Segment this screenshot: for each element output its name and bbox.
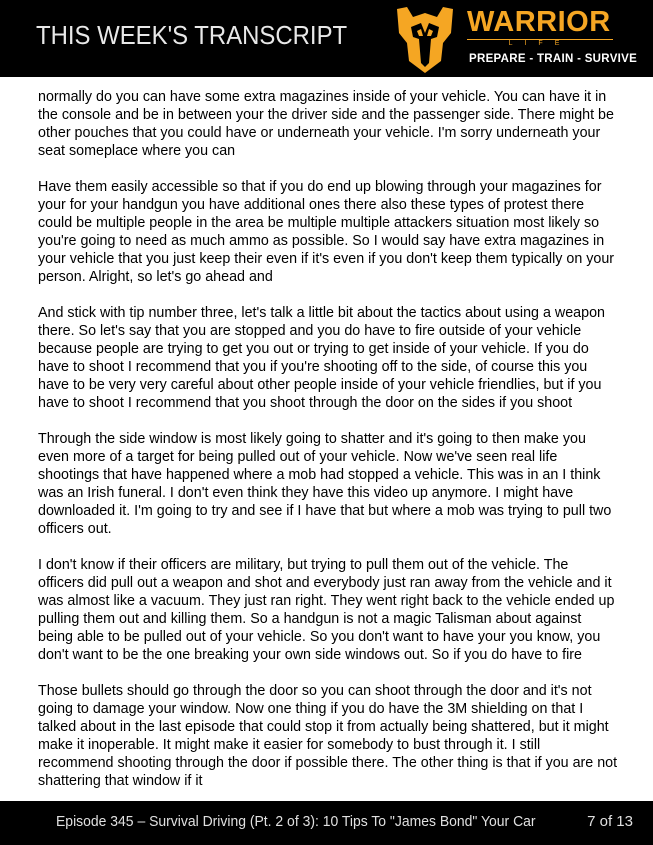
page-footer xyxy=(0,801,653,845)
logo-tagline: PREPARE - TRAIN - SURVIVE xyxy=(469,53,638,65)
transcript-body xyxy=(38,88,618,808)
transcript-paragraph: Through the side window is most likely going to shatter and it's going to then make you even more of a target for being pulled out of your vehicle. Now we've seen real life shootings that have happened where a mob had stopped a vehicle. This was in an I think was an Irish funeral. I don't even think they have this video up anymore. I might have downloaded it. I'm going to try and see if I have that but where a mob was trying to pull two officers out. xyxy=(38,431,612,537)
page-title: THIS WEEK'S TRANSCRIPT xyxy=(36,20,348,50)
transcript-paragraph: I don't know if their officers are military, but trying to pull them out of the vehicle. The officers did pull out a weapon and shot and everybody just ran away from the vehicle and it was almost like a vacuum. They just ran right. They went right back to the vehicle ended up pulling them out and killing them. So a handgun is not a magic Talisman about against being able to be pulled out of your vehicle. So you don't want to have your you know, you don't want to be the one breaking your own side windows out. So if you do have to fire xyxy=(38,557,615,663)
warrior-life-logo xyxy=(393,3,638,75)
page-number: 7 of 13 xyxy=(587,813,633,830)
page-header xyxy=(0,0,653,77)
transcript-paragraph: Have them easily accessible so that if you do end up blowing through your magazines for your for your handgun you have additional ones there also these types of protest there could be multiple people in the area be multiple multiple attackers situation most likely so you're going to need as much ammo as possible. So I would say have extra magazines in your vehicle that you just keep their even if it's even if you don't keep them typically on your person. Alright, so let's go ahead and xyxy=(38,179,615,285)
spartan-helmet-icon xyxy=(393,3,457,75)
transcript-paragraph: Those bullets should go through the door so you can shoot through the door and it's not going to damage your window. Now one thing if you do have the 3M shielding on that I talked about in the last episode that could stop it from actually being shattered, but it might make it inoperable. It might make it easier for somebody to bust through it. I still recommend shooting through the door if possible there. The other thing is that if you are not shattering that window if it xyxy=(38,683,618,789)
transcript-paragraph: normally do you can have some extra magazines inside of your vehicle. You can have it in the console and be in between your the driver side and the passenger side. There might be other pouches that you could have or underneath your vehicle. I'm sorry underneath your seat someplace where you can xyxy=(38,89,614,159)
logo-subtitle: LIFE xyxy=(467,39,613,49)
logo-wordmark: WARRIOR xyxy=(467,6,611,38)
episode-title: Episode 345 – Survival Driving (Pt. 2 of 3): 10 Tips To "James Bond" Your Car xyxy=(56,813,536,830)
transcript-paragraph: And stick with tip number three, let's talk a little bit about the tactics about using a weapon there. So let's say that you are stopped and you do have to fire outside of your vehicle because people are trying to get you out or trying to get inside of your vehicle. If you do have to shoot I recommend that you if you're shooting off to the side, of course this you have to be very very careful about other people inside of your vehicle friendlies, but if you have to shoot I recommend that you shoot through the door on the sides if you shoot xyxy=(38,305,605,411)
